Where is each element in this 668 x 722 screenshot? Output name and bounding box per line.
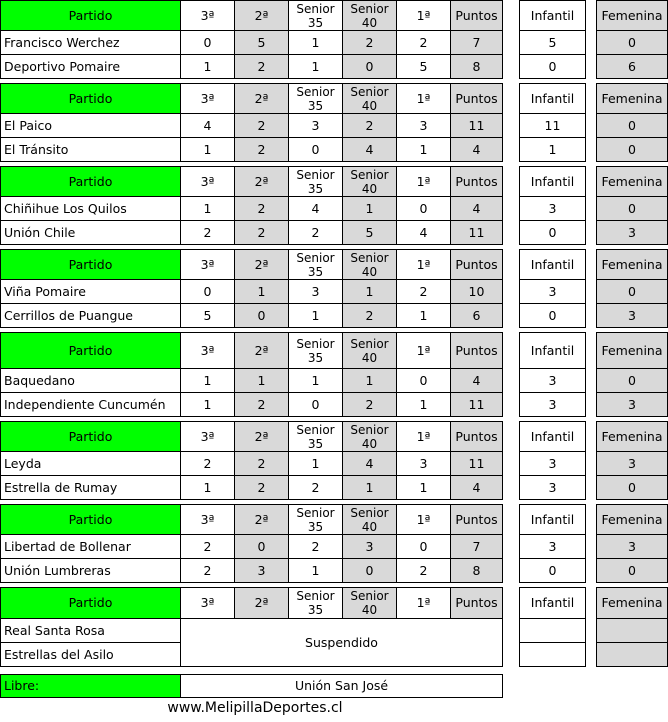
score-segunda: 0 — [234, 534, 289, 559]
score-primera: 3 — [396, 451, 451, 476]
header-infantil: Infantil — [519, 421, 586, 452]
header-infantil: Infantil — [519, 587, 586, 619]
header-partido: Partido — [0, 0, 181, 31]
score-infantil: 0 — [519, 303, 586, 328]
header-primera: 1ª — [396, 166, 451, 197]
header-senior40: Senior 40 — [342, 166, 397, 197]
header-tercera: 3ª — [180, 587, 235, 619]
score-femenina: 0 — [596, 558, 668, 583]
score-tercera: 0 — [180, 30, 235, 55]
header-primera: 1ª — [396, 83, 451, 114]
score-senior40: 2 — [342, 303, 397, 328]
score-femenina: 0 — [596, 30, 668, 55]
header-segunda: 2ª — [234, 249, 289, 280]
header-puntos: Puntos — [450, 587, 503, 619]
score-senior40: 5 — [342, 220, 397, 245]
score-segunda: 2 — [234, 392, 289, 417]
score-tercera: 1 — [180, 475, 235, 500]
score-infantil: 3 — [519, 196, 586, 221]
header-senior35: Senior 35 — [288, 249, 343, 280]
header-segunda: 2ª — [234, 166, 289, 197]
score-primera: 3 — [396, 113, 451, 138]
team-name: Chiñihue Los Quilos — [0, 196, 181, 221]
header-senior35: Senior 35 — [288, 587, 343, 619]
header-senior35: Senior 35 — [288, 166, 343, 197]
score-femenina: 3 — [596, 220, 668, 245]
score-infantil-empty — [519, 618, 586, 643]
score-senior35: 1 — [288, 558, 343, 583]
header-femenina: Femenina — [596, 504, 668, 535]
header-puntos: Puntos — [450, 166, 503, 197]
score-senior40: 1 — [342, 368, 397, 393]
score-tercera: 2 — [180, 558, 235, 583]
header-femenina: Femenina — [596, 587, 668, 619]
header-primera: 1ª — [396, 504, 451, 535]
header-tercera: 3ª — [180, 421, 235, 452]
libre-label: Libre: — [0, 674, 181, 698]
score-femenina: 6 — [596, 54, 668, 79]
score-primera: 2 — [396, 30, 451, 55]
score-puntos: 7 — [450, 534, 503, 559]
header-femenina: Femenina — [596, 83, 668, 114]
score-tercera: 2 — [180, 220, 235, 245]
header-senior40: Senior 40 — [342, 421, 397, 452]
score-segunda: 0 — [234, 303, 289, 328]
header-segunda: 2ª — [234, 332, 289, 369]
header-tercera: 3ª — [180, 504, 235, 535]
score-tercera: 1 — [180, 368, 235, 393]
header-senior40: Senior 40 — [342, 504, 397, 535]
score-segunda: 1 — [234, 279, 289, 304]
score-senior40: 0 — [342, 54, 397, 79]
score-primera: 4 — [396, 220, 451, 245]
team-name: Estrellas del Asilo — [0, 642, 181, 667]
score-tercera: 2 — [180, 451, 235, 476]
header-partido: Partido — [0, 332, 181, 369]
score-primera: 5 — [396, 54, 451, 79]
header-senior35: Senior 35 — [288, 0, 343, 31]
score-puntos: 6 — [450, 303, 503, 328]
score-senior40: 2 — [342, 392, 397, 417]
score-infantil: 3 — [519, 368, 586, 393]
score-puntos: 4 — [450, 368, 503, 393]
header-senior40: Senior 40 — [342, 332, 397, 369]
score-segunda: 1 — [234, 368, 289, 393]
header-infantil: Infantil — [519, 332, 586, 369]
score-puntos: 8 — [450, 558, 503, 583]
score-infantil: 0 — [519, 558, 586, 583]
header-tercera: 3ª — [180, 83, 235, 114]
header-senior40: Senior 40 — [342, 587, 397, 619]
score-segunda: 2 — [234, 220, 289, 245]
score-infantil: 3 — [519, 534, 586, 559]
header-femenina: Femenina — [596, 332, 668, 369]
score-tercera: 0 — [180, 279, 235, 304]
team-name: Cerrillos de Puangue — [0, 303, 181, 328]
score-segunda: 2 — [234, 196, 289, 221]
score-senior40: 2 — [342, 113, 397, 138]
team-name: Unión Lumbreras — [0, 558, 181, 583]
score-primera: 1 — [396, 392, 451, 417]
header-senior40: Senior 40 — [342, 0, 397, 31]
header-tercera: 3ª — [180, 0, 235, 31]
score-infantil: 11 — [519, 113, 586, 138]
header-femenina: Femenina — [596, 249, 668, 280]
header-femenina: Femenina — [596, 421, 668, 452]
score-senior35: 2 — [288, 534, 343, 559]
score-segunda: 2 — [234, 451, 289, 476]
score-primera: 1 — [396, 475, 451, 500]
score-senior35: 3 — [288, 279, 343, 304]
team-name: Leyda — [0, 451, 181, 476]
score-primera: 0 — [396, 368, 451, 393]
score-primera: 2 — [396, 279, 451, 304]
score-puntos: 4 — [450, 475, 503, 500]
header-primera: 1ª — [396, 421, 451, 452]
score-femenina: 3 — [596, 303, 668, 328]
team-name: Baquedano — [0, 368, 181, 393]
header-partido: Partido — [0, 249, 181, 280]
score-senior40: 4 — [342, 137, 397, 162]
header-primera: 1ª — [396, 587, 451, 619]
score-segunda: 2 — [234, 54, 289, 79]
score-tercera: 5 — [180, 303, 235, 328]
header-puntos: Puntos — [450, 249, 503, 280]
header-senior35: Senior 35 — [288, 332, 343, 369]
header-puntos: Puntos — [450, 83, 503, 114]
score-segunda: 2 — [234, 113, 289, 138]
score-femenina: 3 — [596, 392, 668, 417]
team-name: Estrella de Rumay — [0, 475, 181, 500]
header-partido: Partido — [0, 504, 181, 535]
header-femenina: Femenina — [596, 0, 668, 31]
header-partido: Partido — [0, 587, 181, 619]
score-infantil: 0 — [519, 220, 586, 245]
score-infantil: 3 — [519, 451, 586, 476]
header-segunda: 2ª — [234, 587, 289, 619]
score-femenina: 3 — [596, 451, 668, 476]
score-femenina: 0 — [596, 113, 668, 138]
header-senior35: Senior 35 — [288, 83, 343, 114]
score-femenina: 0 — [596, 279, 668, 304]
score-femenina-empty — [596, 618, 668, 643]
header-primera: 1ª — [396, 249, 451, 280]
score-senior40: 1 — [342, 279, 397, 304]
header-infantil: Infantil — [519, 166, 586, 197]
libre-team: Unión San José — [180, 674, 503, 698]
score-femenina: 0 — [596, 475, 668, 500]
score-segunda: 3 — [234, 558, 289, 583]
header-segunda: 2ª — [234, 0, 289, 31]
score-tercera: 1 — [180, 196, 235, 221]
score-femenina-empty — [596, 642, 668, 667]
score-femenina: 3 — [596, 534, 668, 559]
score-senior40: 1 — [342, 475, 397, 500]
score-senior35: 1 — [288, 451, 343, 476]
team-name: Unión Chile — [0, 220, 181, 245]
score-infantil: 3 — [519, 279, 586, 304]
score-segunda: 2 — [234, 475, 289, 500]
score-puntos: 4 — [450, 137, 503, 162]
header-infantil: Infantil — [519, 0, 586, 31]
header-senior40: Senior 40 — [342, 83, 397, 114]
header-partido: Partido — [0, 421, 181, 452]
score-primera: 1 — [396, 303, 451, 328]
score-tercera: 2 — [180, 534, 235, 559]
score-femenina: 0 — [596, 368, 668, 393]
header-puntos: Puntos — [450, 0, 503, 31]
header-segunda: 2ª — [234, 504, 289, 535]
header-segunda: 2ª — [234, 83, 289, 114]
score-femenina: 0 — [596, 137, 668, 162]
header-tercera: 3ª — [180, 249, 235, 280]
score-puntos: 8 — [450, 54, 503, 79]
team-name: Libertad de Bollenar — [0, 534, 181, 559]
score-primera: 0 — [396, 534, 451, 559]
score-segunda: 2 — [234, 137, 289, 162]
score-senior35: 1 — [288, 368, 343, 393]
team-name: El Tránsito — [0, 137, 181, 162]
team-name: Independiente Cuncumén — [0, 392, 181, 417]
score-primera: 1 — [396, 137, 451, 162]
header-femenina: Femenina — [596, 166, 668, 197]
header-partido: Partido — [0, 83, 181, 114]
score-puntos: 11 — [450, 220, 503, 245]
header-primera: 1ª — [396, 0, 451, 31]
team-name: Francisco Werchez — [0, 30, 181, 55]
score-segunda: 5 — [234, 30, 289, 55]
header-puntos: Puntos — [450, 332, 503, 369]
header-senior35: Senior 35 — [288, 504, 343, 535]
team-name: Real Santa Rosa — [0, 618, 181, 643]
score-infantil: 0 — [519, 54, 586, 79]
team-name: El Paico — [0, 113, 181, 138]
score-tercera: 1 — [180, 54, 235, 79]
score-senior35: 3 — [288, 113, 343, 138]
score-senior35: 4 — [288, 196, 343, 221]
score-senior35: 2 — [288, 220, 343, 245]
score-tercera: 1 — [180, 137, 235, 162]
score-senior35: 1 — [288, 54, 343, 79]
header-infantil: Infantil — [519, 83, 586, 114]
score-senior35: 0 — [288, 392, 343, 417]
score-primera: 0 — [396, 196, 451, 221]
score-puntos: 11 — [450, 392, 503, 417]
header-infantil: Infantil — [519, 249, 586, 280]
score-primera: 2 — [396, 558, 451, 583]
score-puntos: 4 — [450, 196, 503, 221]
score-senior40: 0 — [342, 558, 397, 583]
score-senior40: 2 — [342, 30, 397, 55]
score-femenina: 0 — [596, 196, 668, 221]
score-senior35: 1 — [288, 303, 343, 328]
site-footer[interactable]: www.MelipillaDeportes.cl — [167, 700, 343, 716]
header-puntos: Puntos — [450, 421, 503, 452]
score-senior35: 2 — [288, 475, 343, 500]
suspended-label: Suspendido — [180, 618, 503, 667]
team-name: Viña Pomaire — [0, 279, 181, 304]
score-senior40: 4 — [342, 451, 397, 476]
header-primera: 1ª — [396, 332, 451, 369]
team-name: Deportivo Pomaire — [0, 54, 181, 79]
score-senior35: 1 — [288, 30, 343, 55]
header-tercera: 3ª — [180, 332, 235, 369]
score-tercera: 4 — [180, 113, 235, 138]
header-segunda: 2ª — [234, 421, 289, 452]
score-infantil-empty — [519, 642, 586, 667]
header-tercera: 3ª — [180, 166, 235, 197]
score-senior40: 1 — [342, 196, 397, 221]
score-senior40: 3 — [342, 534, 397, 559]
header-senior35: Senior 35 — [288, 421, 343, 452]
score-puntos: 11 — [450, 113, 503, 138]
header-infantil: Infantil — [519, 504, 586, 535]
score-puntos: 11 — [450, 451, 503, 476]
score-infantil: 3 — [519, 475, 586, 500]
score-infantil: 3 — [519, 392, 586, 417]
score-infantil: 1 — [519, 137, 586, 162]
score-senior35: 0 — [288, 137, 343, 162]
score-puntos: 10 — [450, 279, 503, 304]
score-infantil: 5 — [519, 30, 586, 55]
score-tercera: 1 — [180, 392, 235, 417]
header-senior40: Senior 40 — [342, 249, 397, 280]
score-puntos: 7 — [450, 30, 503, 55]
header-puntos: Puntos — [450, 504, 503, 535]
header-partido: Partido — [0, 166, 181, 197]
